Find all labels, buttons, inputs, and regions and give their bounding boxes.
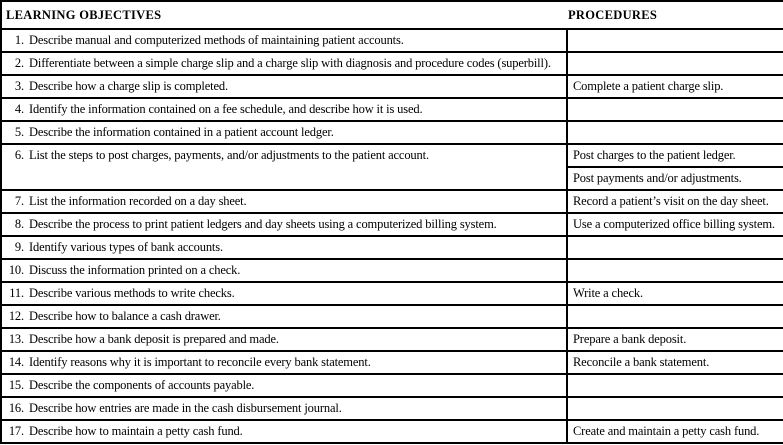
objective-cell	[1, 213, 567, 236]
objective-number: 15.	[8, 378, 24, 392]
procedure-cell	[567, 374, 783, 397]
objective-cell	[1, 397, 567, 420]
table-row	[1, 328, 783, 351]
objective-text: List the steps to post charges, payments, and/or adjustments to the patient account.	[29, 148, 429, 162]
objective-number: 12.	[8, 309, 24, 323]
objective-text: Discuss the information printed on a check.	[29, 263, 241, 277]
objective-cell	[1, 305, 567, 328]
procedure-cell	[567, 52, 783, 75]
procedure-cell	[567, 98, 783, 121]
objective-number: 4.	[14, 102, 24, 116]
objective-number: 16.	[8, 401, 24, 415]
objective-cell	[1, 29, 567, 52]
objective-number: 11.	[9, 286, 24, 300]
table-row	[1, 259, 783, 282]
table-header-row	[1, 1, 783, 29]
objective-cell	[1, 236, 567, 259]
objective-number: 2.	[14, 56, 24, 70]
objective-cell	[1, 144, 567, 190]
table-row	[1, 236, 783, 259]
objective-number: 7.	[14, 194, 24, 208]
procedure-cell: Post charges to the patient ledger.	[567, 144, 783, 167]
objective-text: Differentiate between a simple charge slip and a charge slip with diagnosis and procedure codes (superbill).	[29, 56, 551, 70]
objective-number: 10.	[8, 263, 24, 277]
table-row	[1, 213, 783, 236]
table-row	[1, 397, 783, 420]
objective-number: 14.	[8, 355, 24, 369]
table-row	[1, 282, 783, 305]
procedure-cell	[567, 397, 783, 420]
objective-text: Describe how to balance a cash drawer.	[29, 309, 221, 323]
table-row	[1, 121, 783, 144]
procedure-cell: Use a computerized office billing system.	[567, 213, 783, 236]
procedure-cell	[567, 29, 783, 52]
table-row	[1, 190, 783, 213]
objective-number: 6.	[14, 148, 24, 162]
objective-number: 13.	[8, 332, 24, 346]
objective-text: Describe the process to print patient ledgers and day sheets using a computerized billing system.	[29, 217, 497, 231]
table-row	[1, 351, 783, 374]
objective-number: 17.	[8, 424, 24, 438]
procedure-cell	[567, 121, 783, 144]
column-header-procedures: PROCEDURES	[567, 1, 783, 29]
table-row	[1, 29, 783, 52]
objective-number: 9.	[14, 240, 24, 254]
procedure-cell: Write a check.	[567, 282, 783, 305]
objective-number: 1.	[14, 33, 24, 47]
objective-cell	[1, 52, 567, 75]
objective-text: List the information recorded on a day sheet.	[29, 194, 247, 208]
procedure-cell	[567, 236, 783, 259]
objective-text: Describe manual and computerized methods of maintaining patient accounts.	[29, 33, 404, 47]
objective-text: Describe how a bank deposit is prepared and made.	[29, 332, 279, 346]
procedure-cell: Complete a patient charge slip.	[567, 75, 783, 98]
table-row	[1, 52, 783, 75]
objective-cell	[1, 420, 567, 443]
objective-text: Describe how a charge slip is completed.	[29, 79, 228, 93]
table-row	[1, 305, 783, 328]
objective-cell	[1, 374, 567, 397]
objective-text: Identify reasons why it is important to reconcile every bank statement.	[29, 355, 371, 369]
procedure-cell: Prepare a bank deposit.	[567, 328, 783, 351]
objective-cell	[1, 351, 567, 374]
objective-text: Identify various types of bank accounts.	[29, 240, 223, 254]
table-row	[1, 98, 783, 121]
procedure-cell: Create and maintain a petty cash fund.	[567, 420, 783, 443]
objective-text: Describe how to maintain a petty cash fund.	[29, 424, 243, 438]
objective-cell	[1, 190, 567, 213]
table-row	[1, 374, 783, 397]
objective-cell	[1, 121, 567, 144]
objective-text: Describe how entries are made in the cash disbursement journal.	[29, 401, 342, 415]
objective-number: 5.	[14, 125, 24, 139]
objective-cell	[1, 328, 567, 351]
objective-cell	[1, 75, 567, 98]
objective-number: 8.	[14, 217, 24, 231]
procedure-cell: Record a patient’s visit on the day sheet.	[567, 190, 783, 213]
procedure-cell: Post payments and/or adjustments.	[567, 167, 783, 190]
procedure-cell	[567, 305, 783, 328]
objective-text: Describe various methods to write checks.	[29, 286, 235, 300]
objective-cell	[1, 259, 567, 282]
table-row	[1, 75, 783, 98]
table-row	[1, 144, 783, 167]
column-header-learning-objectives: LEARNING OBJECTIVES	[1, 1, 567, 29]
objective-cell	[1, 282, 567, 305]
procedure-cell: Reconcile a bank statement.	[567, 351, 783, 374]
objective-number: 3.	[14, 79, 24, 93]
objective-text: Identify the information contained on a fee schedule, and describe how it is used.	[29, 102, 423, 116]
table-row	[1, 420, 783, 443]
objective-text: Describe the information contained in a patient account ledger.	[29, 125, 334, 139]
procedure-cell	[567, 259, 783, 282]
objective-cell	[1, 98, 567, 121]
objective-text: Describe the components of accounts payable.	[29, 378, 255, 392]
